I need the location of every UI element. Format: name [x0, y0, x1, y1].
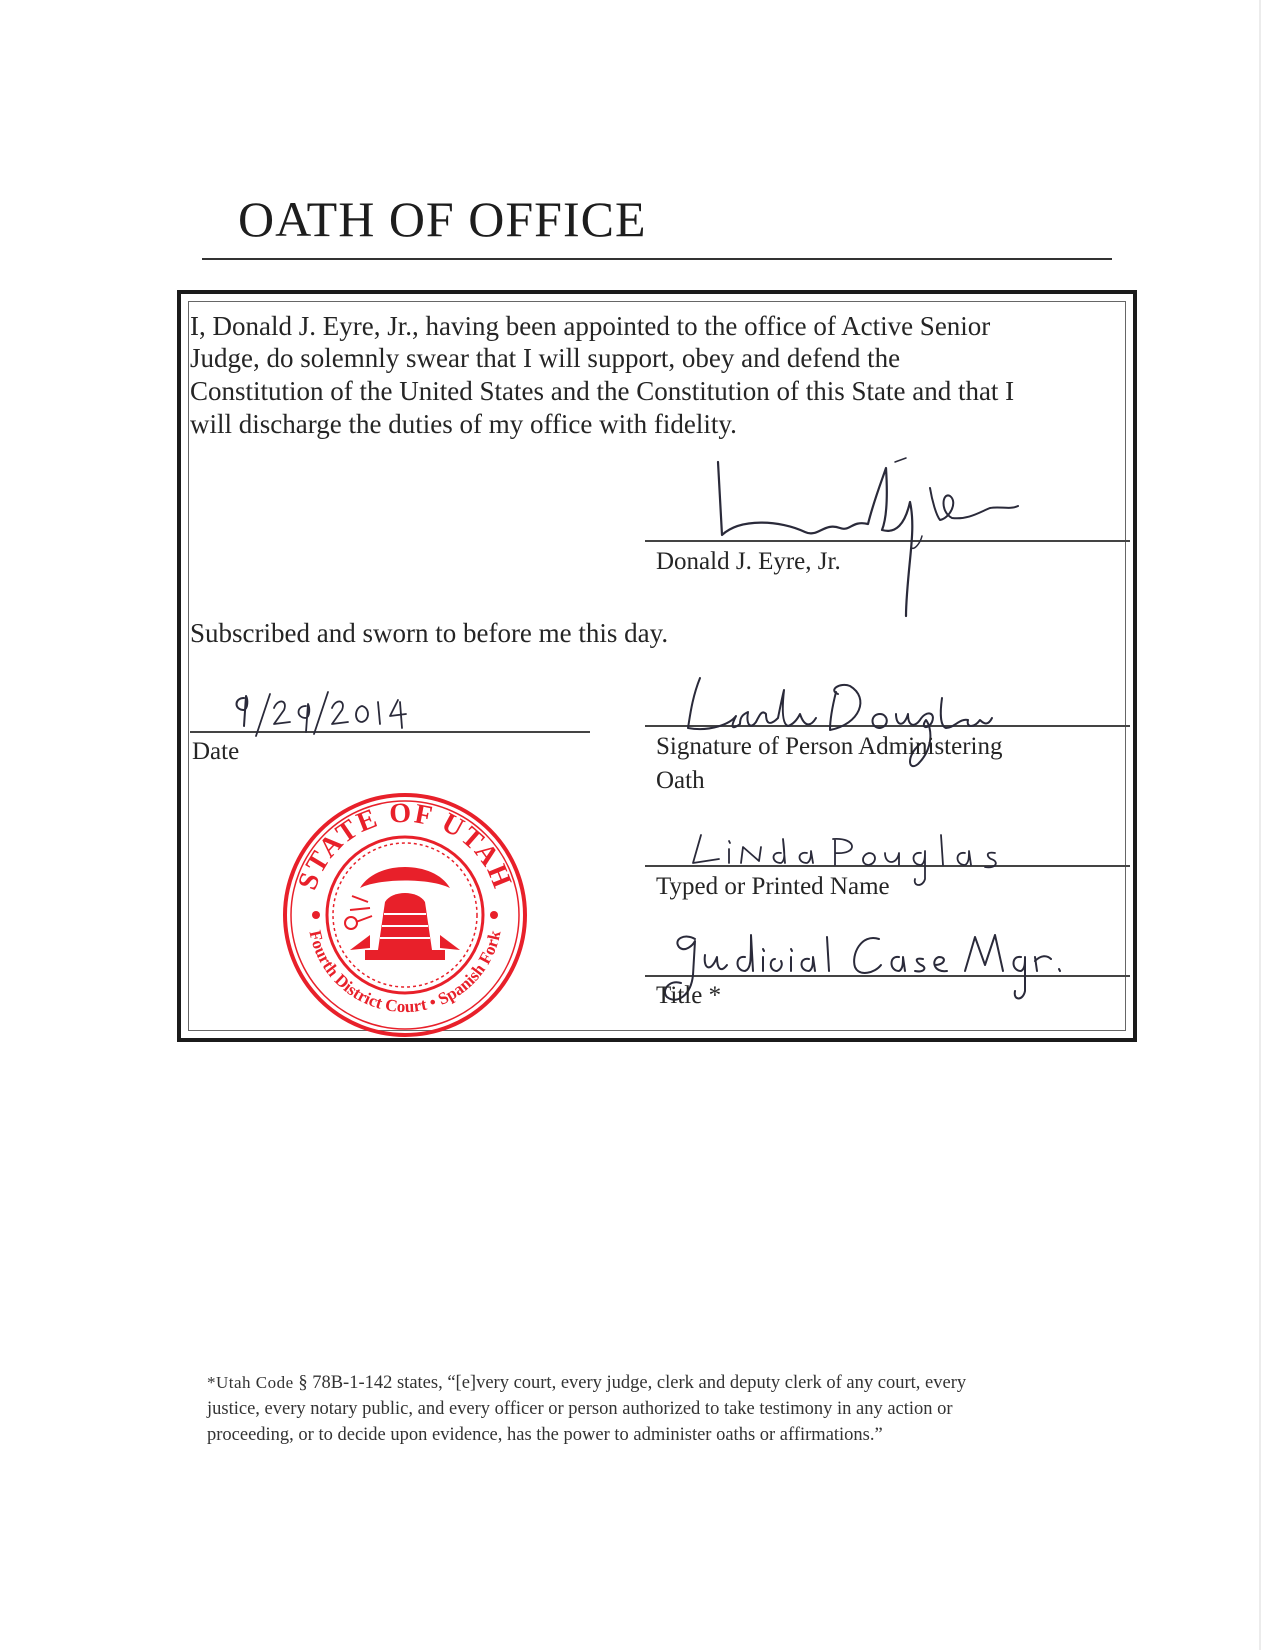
- date-label: Date: [192, 738, 240, 765]
- footnote-line-2: justice, every notary public, and every officer or person authorized to take testimony in any action or: [207, 1399, 953, 1419]
- oath-text-line-3: Constitution of the United States and the Constitution of this State and that I: [190, 376, 1015, 406]
- date-handwriting: [230, 688, 420, 748]
- subscribed-text: Subscribed and sworn to before me this day.: [190, 618, 669, 648]
- title-label: Title *: [656, 982, 722, 1009]
- court-seal: [280, 790, 530, 1040]
- administering-signature-label-line-2: Oath: [656, 767, 705, 794]
- title-underline: [202, 258, 1112, 260]
- oath-text-line-4: will discharge the duties of my office with fidelity.: [190, 409, 737, 439]
- oath-taker-signature: [700, 440, 1020, 620]
- svg-text:STATE OF UTAH: STATE OF UTAH: [292, 797, 518, 894]
- administering-signature: [670, 668, 1020, 778]
- oath-text-line-1: I, Donald J. Eyre, Jr., having been appointed to the office of Active Senior: [190, 311, 991, 341]
- printed-name-label: Typed or Printed Name: [656, 873, 890, 900]
- footnote-line-3: proceeding, or to decide upon evidence, has the power to administer oaths or affirmations.”: [207, 1425, 883, 1445]
- page-edge-shadow: [1259, 0, 1261, 1650]
- footnote-line-1-text: § 78B-1-142 states, “[e]very court, every judge, clerk and deputy clerk of any court, every: [293, 1373, 967, 1393]
- administering-signature-label-line-1: Signature of Person Administering: [656, 733, 1003, 760]
- footnote: [207, 1370, 1107, 1448]
- oath-text-line-2: Judge, do solemnly swear that I will support, obey and defend the: [190, 343, 901, 373]
- footnote-citation: *Utah Code: [207, 1373, 294, 1392]
- footnote-line-1: [207, 1370, 1107, 1396]
- svg-text:Fourth District Court • Spanis: Fourth District Court • Spanish Fork: [305, 928, 505, 1017]
- page-title: OATH OF OFFICE: [238, 191, 647, 247]
- oath-taker-name: Donald J. Eyre, Jr.: [656, 548, 841, 575]
